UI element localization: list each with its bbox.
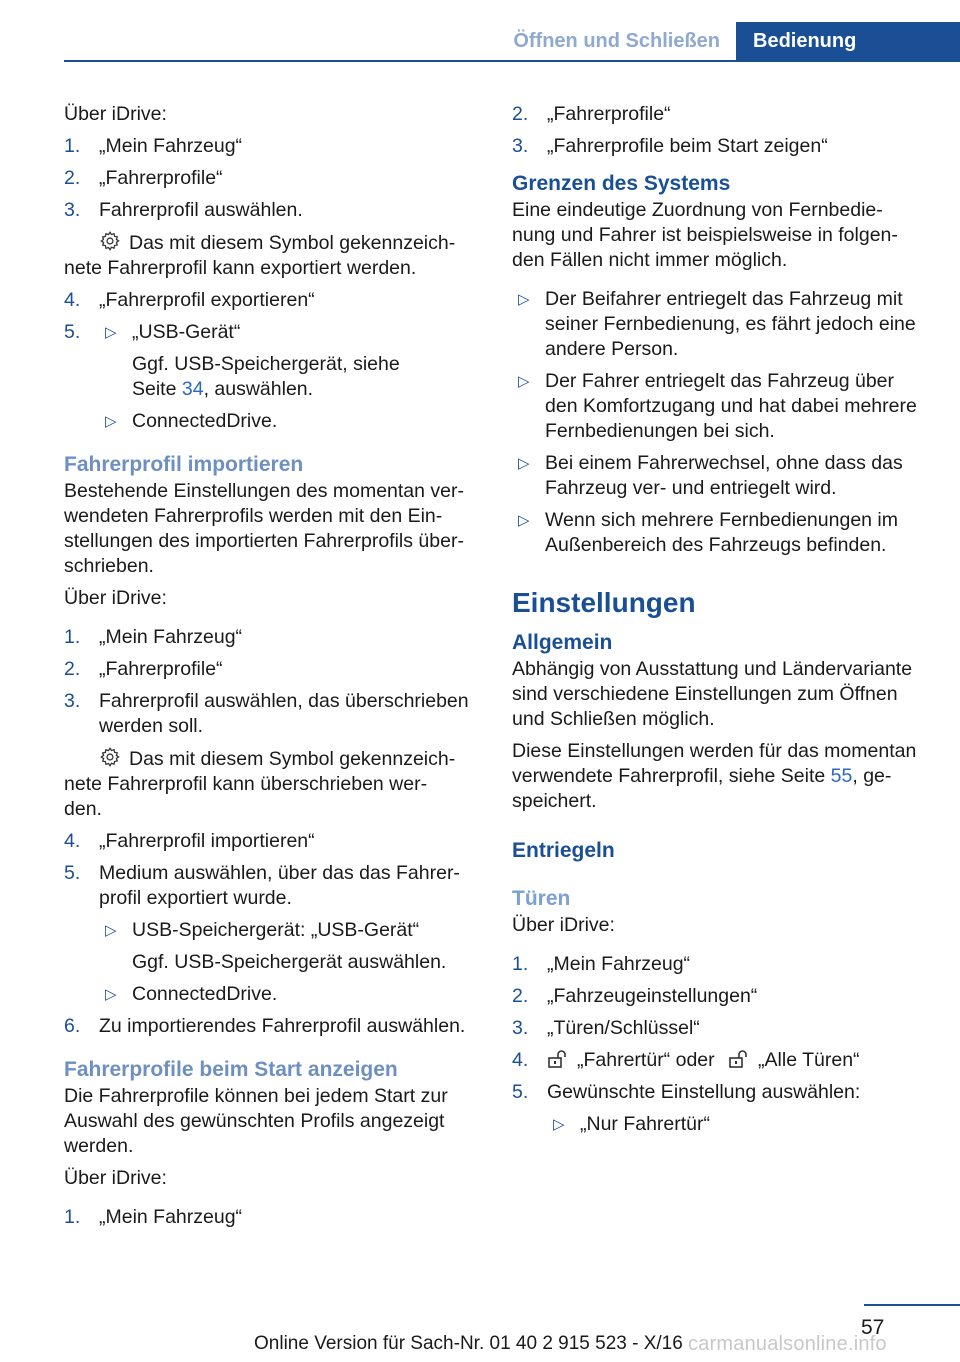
bullet-text: den Komfortzugang und hat dabei mehrere xyxy=(545,395,917,417)
list-item xyxy=(512,952,928,977)
list-number: 1. xyxy=(64,626,81,648)
bullet-text: „USB-Gerät“ xyxy=(132,321,241,343)
list-item xyxy=(64,861,478,1007)
bullet-text: „Nur Fahrertür“ xyxy=(580,1113,711,1135)
text-line: werden. xyxy=(64,1135,134,1157)
bullet-item xyxy=(99,409,478,434)
paragraph xyxy=(512,198,928,273)
list-text: „Fahrzeugeinstellungen“ xyxy=(547,985,758,1007)
gear-icon xyxy=(99,746,121,768)
list-text: „Fahrertür“ oder xyxy=(577,1049,715,1071)
text-line: schrieben. xyxy=(64,555,154,577)
list-number: 3. xyxy=(64,690,81,712)
text-line: Bestehende Einstellungen des momentan ver- xyxy=(64,480,464,502)
numbered-list xyxy=(64,1205,478,1230)
list-item xyxy=(64,1014,478,1039)
list-number: 4. xyxy=(64,830,81,852)
note-text: Das mit diesem Symbol gekennzeich- xyxy=(129,748,456,770)
text-line: Abhängig von Ausstattung und Ländervariante xyxy=(512,658,913,680)
text-fragment: Seite xyxy=(132,378,182,400)
text-line: speichert. xyxy=(512,790,597,812)
bullet-text: seiner Fernbedienung, es fährt jedoch eine xyxy=(545,313,916,335)
numbered-list xyxy=(64,625,478,1039)
bullet-item xyxy=(512,508,928,558)
text-fragment: verwendete Fahrerprofil, siehe Seite xyxy=(512,765,831,787)
bullet-text: Der Fahrer entriegelt das Fahrzeug über xyxy=(545,370,895,392)
list-item xyxy=(64,689,478,822)
list-text: Zu importierendes Fahrerprofil auswählen. xyxy=(99,1015,466,1037)
list-text: Medium auswählen, über das das Fahrer- xyxy=(99,862,460,884)
list-text: „Mein Fahrzeug“ xyxy=(99,1206,243,1228)
heading-start: Fahrerprofile beim Start anzeigen xyxy=(64,1058,398,1081)
list-text: „Fahrerprofile“ xyxy=(99,658,223,680)
list-item xyxy=(512,1016,928,1041)
header-rule xyxy=(64,60,960,62)
bullet-item xyxy=(512,287,928,362)
paragraph xyxy=(64,1084,478,1159)
list-text: „Alle Türen“ xyxy=(758,1049,860,1071)
list-number: 3. xyxy=(512,135,529,157)
bullet-item xyxy=(99,320,478,402)
list-text: „Mein Fahrzeug“ xyxy=(547,953,691,975)
bullet-text: Fernbedienungen bei sich. xyxy=(545,420,775,442)
left-column xyxy=(64,102,478,1237)
bullet-text: Bei einem Fahrerwechsel, ohne dass das xyxy=(545,452,903,474)
list-number: 4. xyxy=(512,1049,529,1071)
list-item xyxy=(64,198,478,281)
list-item xyxy=(512,984,928,1009)
numbered-list xyxy=(64,134,478,434)
list-number: 1. xyxy=(512,953,529,975)
heading-doors: Türen xyxy=(512,887,571,910)
list-number: 2. xyxy=(512,103,529,125)
list-number: 3. xyxy=(64,199,81,221)
bullet-item xyxy=(512,369,928,444)
list-number: 2. xyxy=(512,985,529,1007)
list-item xyxy=(512,134,928,159)
list-number: 5. xyxy=(64,321,81,343)
bullet-triangle-icon: ▷ xyxy=(518,373,530,390)
bullet-text: USB-Speichergerät: „USB-Gerät“ xyxy=(132,919,420,941)
list-text: „Mein Fahrzeug“ xyxy=(99,626,243,648)
paragraph xyxy=(64,479,478,579)
list-item xyxy=(64,657,478,682)
list-text: „Fahrerprofile beim Start zeigen“ xyxy=(547,135,828,157)
list-text: „Fahrerprofile“ xyxy=(547,103,671,125)
paragraph xyxy=(512,657,928,732)
list-number: 2. xyxy=(64,167,81,189)
text-line: wendeten Fahrerprofils werden mit den Ein- xyxy=(64,505,443,527)
list-item xyxy=(64,1205,478,1230)
note-line xyxy=(99,746,478,772)
bullet-text: ConnectedDrive. xyxy=(132,410,278,432)
bullet-text: ConnectedDrive. xyxy=(132,983,278,1005)
bullet-item xyxy=(512,451,928,501)
list-item xyxy=(512,1048,928,1073)
list-text: profil exportiert wurde. xyxy=(99,887,292,909)
unlock-icon xyxy=(728,1049,750,1069)
list-item xyxy=(64,320,478,434)
note-text: Das mit diesem Symbol gekennzeich- xyxy=(129,232,456,254)
paragraph xyxy=(512,739,928,814)
list-number: 1. xyxy=(64,1206,81,1228)
page-link[interactable]: 55 xyxy=(830,765,853,787)
gear-icon xyxy=(99,230,121,252)
bullet-triangle-icon: ▷ xyxy=(105,324,117,341)
bullet-item xyxy=(99,982,478,1007)
note-line xyxy=(99,232,455,254)
numbered-list xyxy=(512,952,928,1137)
list-number: 2. xyxy=(64,658,81,680)
text-line: sind verschiedene Einstellungen zum Öffnen xyxy=(512,683,898,705)
list-text: „Fahrerprofil importieren“ xyxy=(99,830,315,852)
text-line: nung und Fahrer ist beispielsweise in folgen- xyxy=(512,224,898,246)
watermark: carmanualsonline.info xyxy=(688,1333,887,1355)
list-number: 4. xyxy=(64,289,81,311)
bullet-item xyxy=(99,918,478,975)
list-text: Fahrerprofil auswählen, das überschrieben xyxy=(99,690,469,712)
list-item xyxy=(64,829,478,854)
text-line: und Schließen möglich. xyxy=(512,708,715,730)
paragraph: Über iDrive: xyxy=(512,914,615,936)
page-number: 57 xyxy=(861,1316,885,1339)
list-item xyxy=(64,288,478,313)
text-line xyxy=(512,764,928,789)
text-line: Diese Einstellungen werden für das momentan xyxy=(512,740,917,762)
list-number: 5. xyxy=(512,1081,529,1103)
bullet-text: Fahrzeug ver- und entriegelt wird. xyxy=(545,477,837,499)
heading-general: Allgemein xyxy=(512,631,613,654)
list-text: Fahrerprofil auswählen. xyxy=(99,199,303,221)
right-column xyxy=(512,102,928,1144)
symbol-note xyxy=(64,230,478,281)
bullet-text: andere Person. xyxy=(545,338,679,360)
note-text: nete Fahrerprofil kann überschrieben wer- xyxy=(64,773,428,795)
heading-limits: Grenzen des Systems xyxy=(512,172,731,195)
list-item xyxy=(512,102,928,127)
bullet-text: Der Beifahrer entriegelt das Fahrzeug mit xyxy=(545,288,903,310)
list-text: „Türen/Schlüssel“ xyxy=(547,1017,700,1039)
list-text: werden soll. xyxy=(99,715,204,737)
bullet-list xyxy=(512,287,928,558)
online-version-note: Online Version für Sach-Nr. 01 40 2 915 523 - X/16 xyxy=(254,1333,683,1354)
heading-unlock: Entriegeln xyxy=(512,839,615,862)
bullet-triangle-icon: ▷ xyxy=(553,1116,565,1133)
bullet-triangle-icon: ▷ xyxy=(518,512,530,529)
list-text: „Fahrerprofile“ xyxy=(99,167,223,189)
bullet-triangle-icon: ▷ xyxy=(518,291,530,308)
heading-settings: Einstellungen xyxy=(512,587,696,618)
section-title: Öffnen und Schließen xyxy=(513,30,720,52)
unlock-icon xyxy=(547,1049,569,1069)
list-number: 3. xyxy=(512,1017,529,1039)
bullet-item xyxy=(547,1112,928,1137)
note-text: nete Fahrerprofil kann exportiert werden. xyxy=(64,257,417,279)
list-item xyxy=(64,625,478,650)
bullet-triangle-icon: ▷ xyxy=(105,413,117,430)
bullet-text: Ggf. USB-Speichergerät, siehe xyxy=(132,353,400,375)
bullet-text: Ggf. USB-Speichergerät auswählen. xyxy=(132,951,447,973)
text-line: Die Fahrerprofile können bei jedem Start zur xyxy=(64,1085,448,1107)
bullet-text: Wenn sich mehrere Fernbedienungen im xyxy=(545,509,898,531)
list-number: 1. xyxy=(64,135,81,157)
text-line: den Fällen nicht immer möglich. xyxy=(512,249,788,271)
list-text: Gewünschte Einstellung auswählen: xyxy=(547,1081,861,1103)
bullet-extra xyxy=(132,352,478,402)
text-line: stellungen des importierten Fahrerprofils über- xyxy=(64,530,464,552)
bullet-text: Außenbereich des Fahrzeugs befinden. xyxy=(545,534,887,556)
bullet-triangle-icon: ▷ xyxy=(518,455,530,472)
list-text: „Mein Fahrzeug“ xyxy=(99,135,243,157)
list-item xyxy=(64,134,478,159)
bullet-triangle-icon: ▷ xyxy=(105,986,117,1003)
list-item xyxy=(64,166,478,191)
paragraph: Über iDrive: xyxy=(64,103,167,125)
bullet-text xyxy=(132,377,478,402)
page-header xyxy=(0,0,960,62)
text-fragment: , auswählen. xyxy=(203,378,314,400)
symbol-note xyxy=(64,746,478,822)
note-text: den. xyxy=(64,798,102,820)
list-item xyxy=(512,1080,928,1137)
paragraph: Über iDrive: xyxy=(64,587,167,609)
text-line: Eine eindeutige Zuordnung von Fernbedie- xyxy=(512,199,883,221)
list-number: 5. xyxy=(64,862,81,884)
page-link[interactable]: 34 xyxy=(181,378,204,400)
paragraph: Über iDrive: xyxy=(64,1167,167,1189)
chapter-tab: Bedienung xyxy=(736,22,960,62)
text-fragment: , ge- xyxy=(852,765,892,787)
heading-import: Fahrerprofil importieren xyxy=(64,453,304,476)
text-line: Auswahl des gewünschten Profils angezeigt xyxy=(64,1110,445,1132)
bullet-triangle-icon: ▷ xyxy=(105,922,117,939)
numbered-list xyxy=(512,102,928,159)
list-text: „Fahrerprofil exportieren“ xyxy=(99,289,315,311)
footer-rule xyxy=(864,1304,960,1306)
list-number: 6. xyxy=(64,1015,81,1037)
